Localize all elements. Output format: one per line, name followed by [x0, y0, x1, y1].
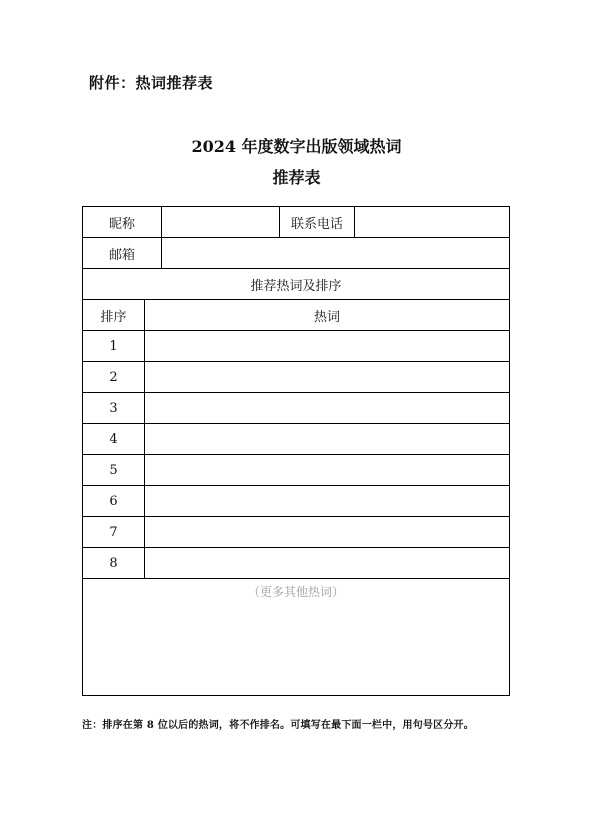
- hotword-field[interactable]: [145, 548, 510, 579]
- table-row: [83, 517, 510, 548]
- phone-label: 联系电话: [280, 207, 355, 238]
- table-row: [83, 331, 510, 362]
- footnote: 注：排序在第 8 位以后的热词，将不作排名。可填写在最下面一栏中，用句号区分开。: [82, 720, 474, 731]
- more-hotwords-row: [83, 579, 510, 696]
- table-row: [83, 393, 510, 424]
- hotword-field[interactable]: [145, 393, 510, 424]
- section-title-row: [83, 269, 510, 300]
- word-column-header: 热词: [145, 300, 510, 331]
- more-hotwords-placeholder: （更多其他热词）: [248, 585, 345, 599]
- table-row: [83, 548, 510, 579]
- email-row: [83, 238, 510, 269]
- rank-cell: 4: [83, 424, 145, 455]
- more-hotwords-field[interactable]: [83, 579, 510, 696]
- section-title: 推荐热词及排序: [83, 269, 510, 300]
- attachment-label: 附件：热词推荐表: [89, 74, 214, 92]
- rank-cell: 1: [83, 331, 145, 362]
- rank-cell: 6: [83, 486, 145, 517]
- recommendation-form-table: [82, 206, 510, 696]
- hotword-field[interactable]: [145, 486, 510, 517]
- rank-cell: 8: [83, 548, 145, 579]
- column-header-row: [83, 300, 510, 331]
- hotword-field[interactable]: [145, 424, 510, 455]
- rank-cell: 2: [83, 362, 145, 393]
- hotword-field[interactable]: [145, 362, 510, 393]
- rank-cell: 5: [83, 455, 145, 486]
- form-subtitle: 推荐表: [272, 168, 321, 187]
- hotword-field[interactable]: [145, 331, 510, 362]
- rank-cell: 3: [83, 393, 145, 424]
- email-field[interactable]: [162, 238, 510, 269]
- form-title: 2024 年度数字出版领域热词: [191, 137, 402, 156]
- nickname-field[interactable]: [162, 207, 280, 238]
- table-row: [83, 362, 510, 393]
- phone-field[interactable]: [355, 207, 510, 238]
- table-row: [83, 486, 510, 517]
- rank-column-header: 排序: [83, 300, 145, 331]
- hotword-field[interactable]: [145, 517, 510, 548]
- rank-cell: 7: [83, 517, 145, 548]
- nickname-label: 昵称: [83, 207, 162, 238]
- table-row: [83, 424, 510, 455]
- email-label: 邮箱: [83, 238, 162, 269]
- hotword-field[interactable]: [145, 455, 510, 486]
- nickname-phone-row: [83, 207, 510, 238]
- table-row: [83, 455, 510, 486]
